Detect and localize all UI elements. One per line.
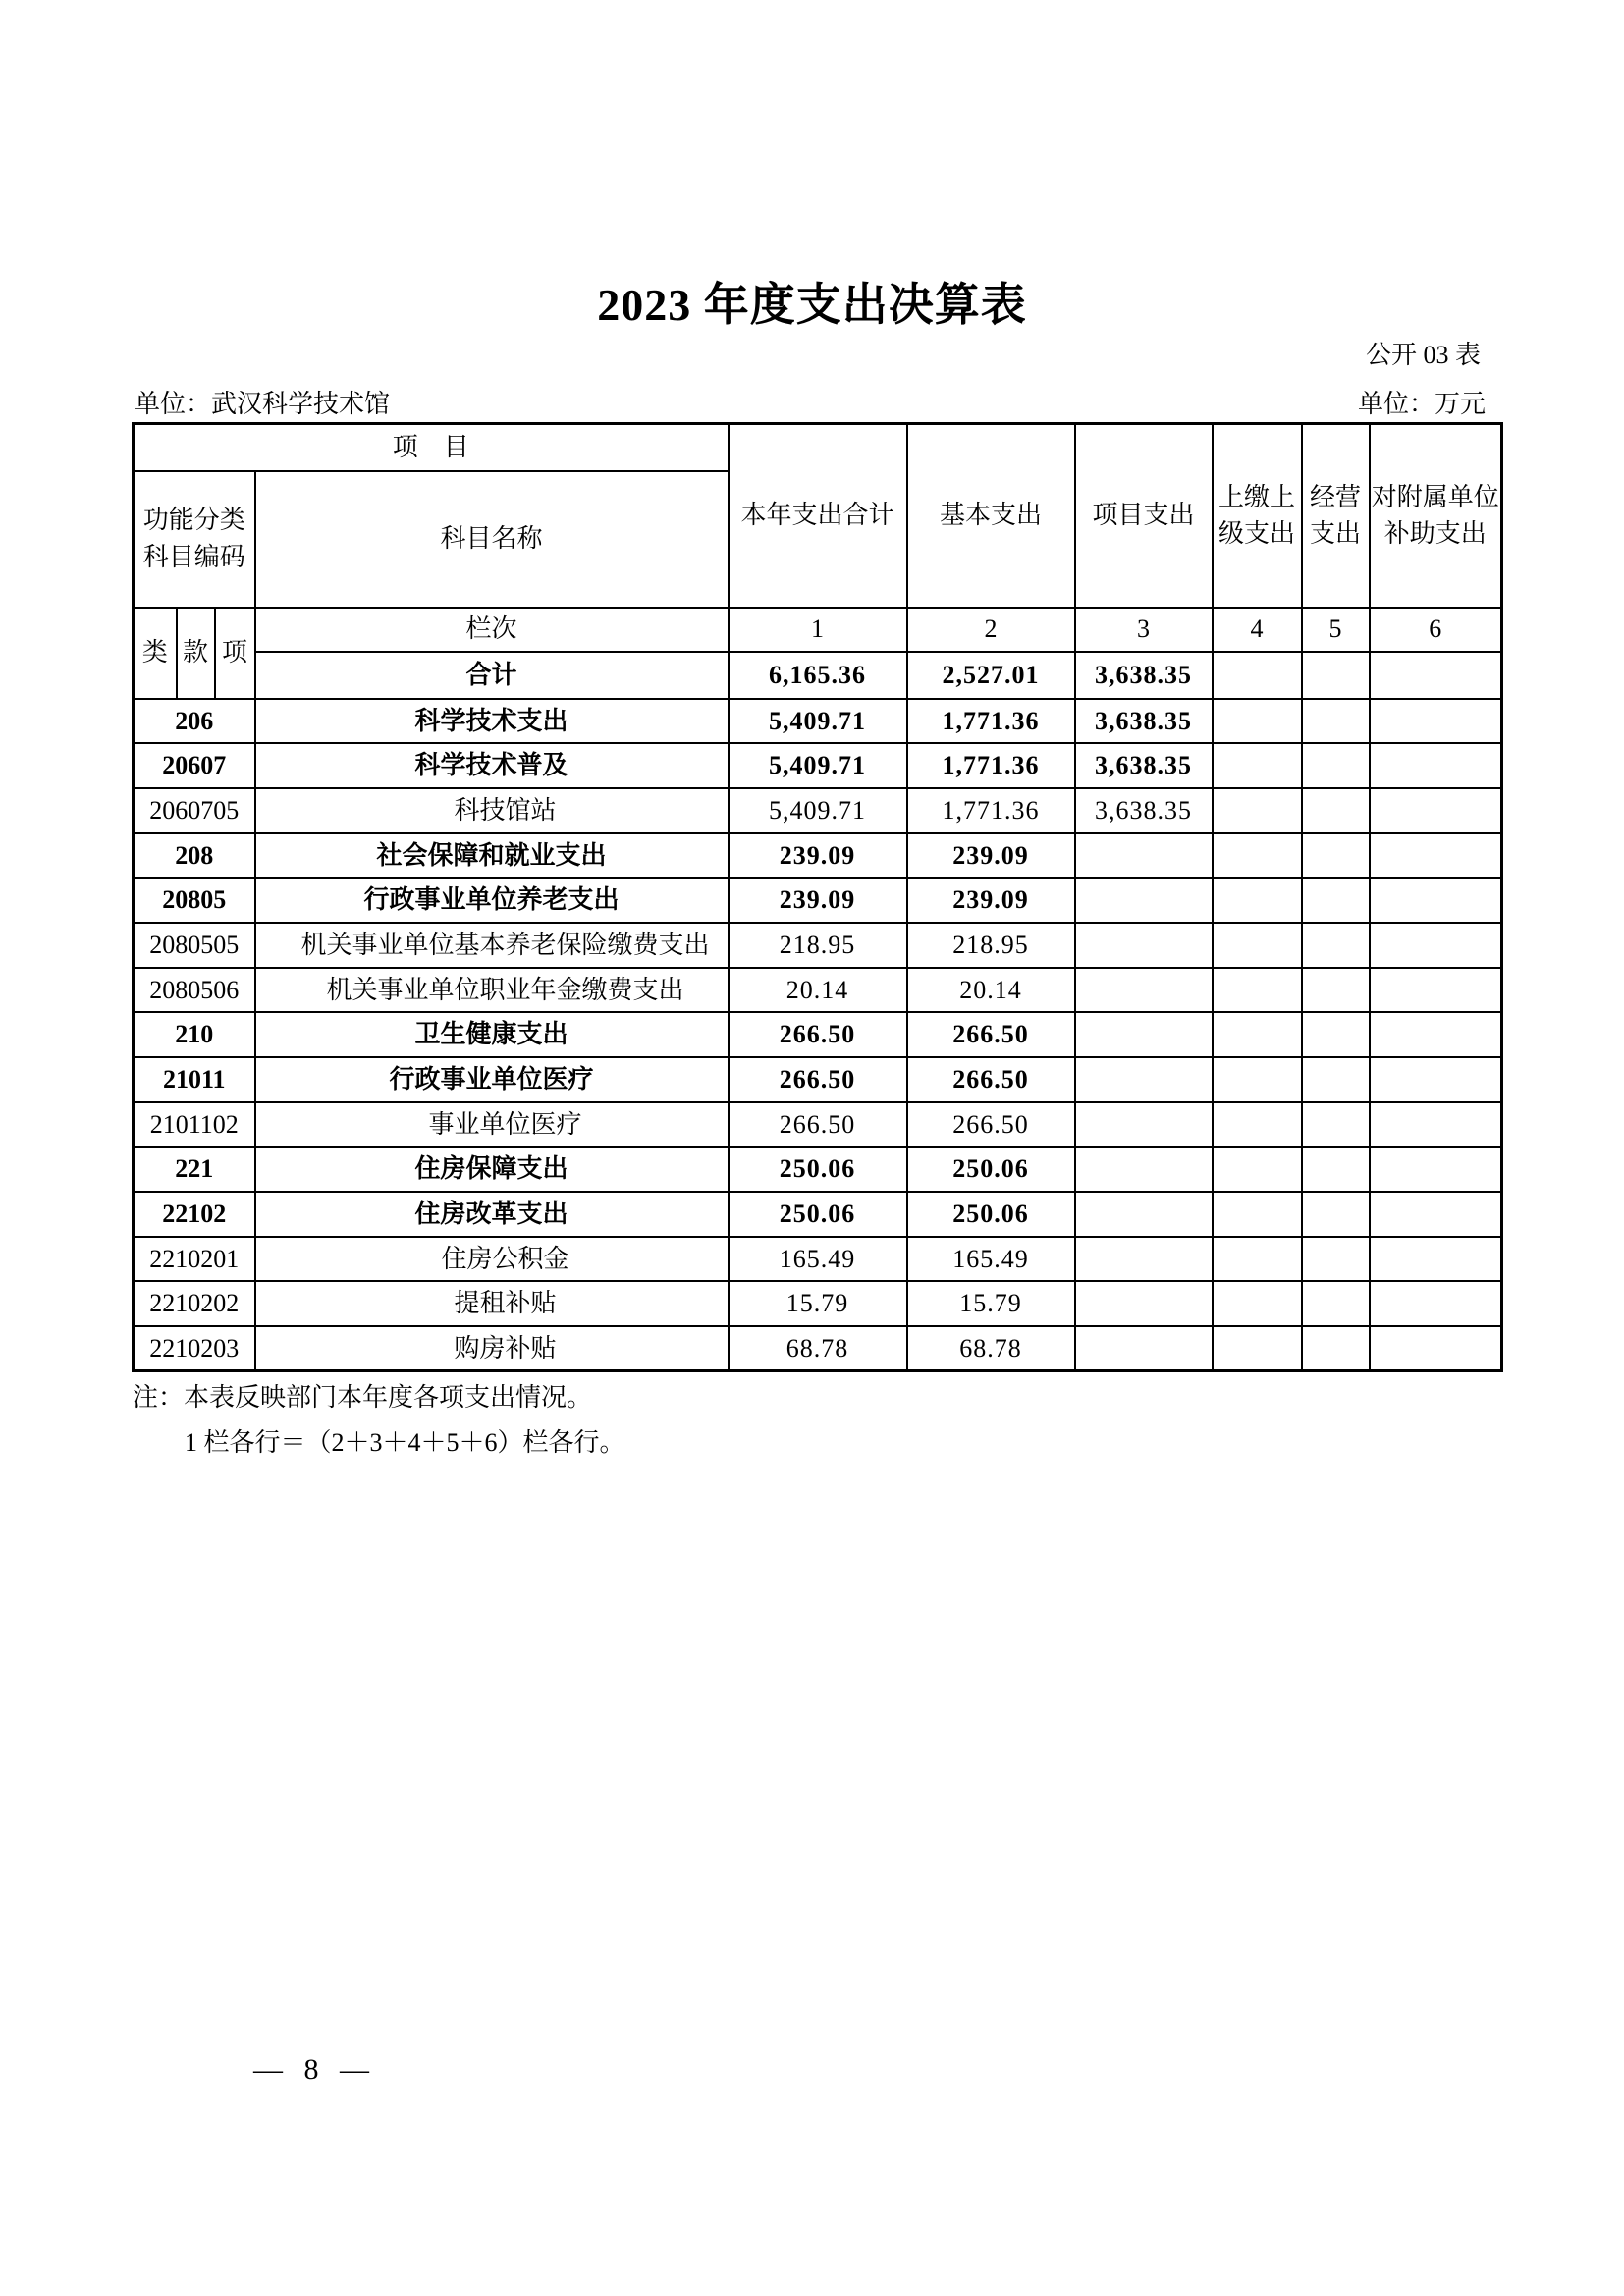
row-value: 1,771.36: [907, 699, 1075, 744]
row-value: 250.06: [729, 1147, 907, 1192]
row-value: [1370, 1012, 1502, 1057]
total-row-label: 合计: [255, 652, 729, 699]
row-value: [1075, 1147, 1213, 1192]
row-value: [1213, 923, 1302, 968]
page-number: — 8 —: [253, 2054, 369, 2086]
row-value: [1075, 1102, 1213, 1148]
table-row: [134, 743, 1502, 788]
row-value: [1075, 1057, 1213, 1102]
row-code: 21011: [134, 1057, 255, 1102]
row-value: 218.95: [729, 923, 907, 968]
row-value: [1302, 833, 1370, 879]
header-col-number: 1: [729, 608, 907, 652]
row-value: 3,638.35: [1075, 788, 1213, 833]
table-row: [134, 1147, 1502, 1192]
row-value: [1213, 1281, 1302, 1326]
row-value: [1213, 1326, 1302, 1371]
row-value: [1302, 699, 1370, 744]
row-value: [1075, 923, 1213, 968]
row-value: [1302, 743, 1370, 788]
row-value: [1370, 833, 1502, 879]
row-name: 卫生健康支出: [255, 1012, 729, 1057]
row-value: 20.14: [907, 968, 1075, 1013]
row-value: [1213, 1147, 1302, 1192]
row-value: 20.14: [729, 968, 907, 1013]
row-value: [1302, 1147, 1370, 1192]
row-value: 3,638.35: [1075, 699, 1213, 744]
row-value: [1302, 1057, 1370, 1102]
row-value: [1302, 1012, 1370, 1057]
row-name: 科学技术支出: [255, 699, 729, 744]
row-value: [1213, 878, 1302, 923]
row-code: 2210201: [134, 1237, 255, 1282]
row-value: [1370, 1281, 1502, 1326]
row-code: 221: [134, 1147, 255, 1192]
row-code: 22102: [134, 1192, 255, 1237]
row-value: [1302, 878, 1370, 923]
row-value: 239.09: [907, 878, 1075, 923]
row-value: 218.95: [907, 923, 1075, 968]
total-row: [134, 652, 1502, 699]
row-value: [1075, 1237, 1213, 1282]
row-value: [1213, 743, 1302, 788]
row-value: [1075, 878, 1213, 923]
row-value: 15.79: [907, 1281, 1075, 1326]
row-value: [1370, 1102, 1502, 1148]
row-value: 1,771.36: [907, 788, 1075, 833]
row-value: [1075, 833, 1213, 879]
total-row-value: [1302, 652, 1370, 699]
row-value: [1370, 923, 1502, 968]
row-value: [1370, 968, 1502, 1013]
row-name: 行政事业单位医疗: [255, 1057, 729, 1102]
row-value: 3,638.35: [1075, 743, 1213, 788]
row-value: [1302, 1192, 1370, 1237]
row-value: [1075, 1281, 1213, 1326]
header-project: 项 目: [134, 424, 729, 471]
header-lei: 类: [134, 608, 177, 699]
expenditure-table: [132, 422, 1503, 1372]
table-row: [134, 1192, 1502, 1237]
row-value: [1213, 833, 1302, 879]
row-code: 2060705: [134, 788, 255, 833]
row-code: 2210202: [134, 1281, 255, 1326]
row-value: 15.79: [729, 1281, 907, 1326]
row-value: 239.09: [907, 833, 1075, 879]
row-name: 机关事业单位基本养老保险缴费支出: [255, 923, 729, 968]
table-row: [134, 1102, 1502, 1148]
header-col-number: 6: [1370, 608, 1502, 652]
header-code-label: 功能分类科目编码: [134, 471, 255, 608]
row-value: [1213, 968, 1302, 1013]
page-title: 2023 年度支出决算表: [597, 280, 1027, 330]
row-value: 266.50: [729, 1102, 907, 1148]
row-value: [1075, 1326, 1213, 1371]
header-xiang: 项: [215, 608, 255, 699]
row-value: 165.49: [907, 1237, 1075, 1282]
row-value: 1,771.36: [907, 743, 1075, 788]
row-value: 266.50: [907, 1012, 1075, 1057]
table-row: [134, 1057, 1502, 1102]
row-value: 250.06: [729, 1192, 907, 1237]
total-row-value: [1213, 652, 1302, 699]
row-value: [1213, 699, 1302, 744]
row-value: [1370, 788, 1502, 833]
row-value: [1302, 1102, 1370, 1148]
row-name: 科技馆站: [255, 788, 729, 833]
unit-name: 单位：武汉科学技术馆: [135, 390, 391, 418]
row-code: 2101102: [134, 1102, 255, 1148]
header-col-operating: 经营支出: [1302, 424, 1370, 608]
table-row: [134, 788, 1502, 833]
row-value: [1370, 699, 1502, 744]
row-code: 2080505: [134, 923, 255, 968]
table-row: [134, 833, 1502, 879]
row-value: [1302, 1281, 1370, 1326]
table-row: [134, 1237, 1502, 1282]
header-row-lanci: [134, 608, 1502, 652]
row-name: 购房补贴: [255, 1326, 729, 1371]
row-value: [1370, 1192, 1502, 1237]
header-lanci: 栏次: [255, 608, 729, 652]
header-kuan: 款: [177, 608, 215, 699]
row-value: 250.06: [907, 1192, 1075, 1237]
row-value: 5,409.71: [729, 743, 907, 788]
row-value: 165.49: [729, 1237, 907, 1282]
header-row-project: [134, 424, 1502, 471]
row-value: [1302, 923, 1370, 968]
header-col-project-exp: 项目支出: [1075, 424, 1213, 608]
row-name: 科学技术普及: [255, 743, 729, 788]
header-col-number: 4: [1213, 608, 1302, 652]
row-value: [1213, 788, 1302, 833]
row-name: 提租补贴: [255, 1281, 729, 1326]
row-value: 68.78: [907, 1326, 1075, 1371]
header-col-number: 3: [1075, 608, 1213, 652]
row-value: [1370, 743, 1502, 788]
row-value: [1370, 1147, 1502, 1192]
row-name: 行政事业单位养老支出: [255, 878, 729, 923]
row-value: [1213, 1057, 1302, 1102]
row-value: [1075, 1012, 1213, 1057]
row-code: 20805: [134, 878, 255, 923]
row-name: 机关事业单位职业年金缴费支出: [255, 968, 729, 1013]
header-col-number: 2: [907, 608, 1075, 652]
note-line: 1 栏各行＝（2＋3＋4＋5＋6）栏各行。: [185, 1428, 625, 1457]
doc-label: 公开 03 表: [1365, 341, 1481, 369]
row-code: 2210203: [134, 1326, 255, 1371]
row-value: 5,409.71: [729, 788, 907, 833]
header-col-upper-level: 上缴上级支出: [1213, 424, 1302, 608]
row-name: 住房保障支出: [255, 1147, 729, 1192]
table-row: [134, 699, 1502, 744]
total-row-value: 2,527.01: [907, 652, 1075, 699]
row-value: [1302, 968, 1370, 1013]
row-value: 5,409.71: [729, 699, 907, 744]
row-name: 住房公积金: [255, 1237, 729, 1282]
row-code: 2080506: [134, 968, 255, 1013]
row-value: [1370, 1237, 1502, 1282]
header-col-basic: 基本支出: [907, 424, 1075, 608]
row-value: [1370, 1057, 1502, 1102]
total-row-value: [1370, 652, 1502, 699]
row-value: [1370, 878, 1502, 923]
row-value: [1213, 1237, 1302, 1282]
row-value: 250.06: [907, 1147, 1075, 1192]
header-col-number: 5: [1302, 608, 1370, 652]
row-code: 208: [134, 833, 255, 879]
row-name: 住房改革支出: [255, 1192, 729, 1237]
row-value: [1302, 788, 1370, 833]
table-row: [134, 878, 1502, 923]
total-row-value: 6,165.36: [729, 652, 907, 699]
row-code: 210: [134, 1012, 255, 1057]
row-value: 239.09: [729, 833, 907, 879]
row-name: 事业单位医疗: [255, 1102, 729, 1148]
row-value: [1302, 1237, 1370, 1282]
row-value: 68.78: [729, 1326, 907, 1371]
header-col-subsidy: 对附属单位补助支出: [1370, 424, 1502, 608]
row-value: 239.09: [729, 878, 907, 923]
row-value: 266.50: [907, 1057, 1075, 1102]
row-value: 266.50: [729, 1057, 907, 1102]
header-subject-name: 科目名称: [255, 471, 729, 608]
row-value: [1213, 1102, 1302, 1148]
row-value: [1213, 1012, 1302, 1057]
unit-currency: 单位：万元: [1357, 390, 1486, 418]
row-value: [1075, 1192, 1213, 1237]
row-code: 206: [134, 699, 255, 744]
table-row: [134, 968, 1502, 1013]
row-value: [1213, 1192, 1302, 1237]
row-value: 266.50: [729, 1012, 907, 1057]
row-value: 266.50: [907, 1102, 1075, 1148]
row-name: 社会保障和就业支出: [255, 833, 729, 879]
total-row-value: 3,638.35: [1075, 652, 1213, 699]
table-body: [134, 699, 1502, 1371]
row-value: [1302, 1326, 1370, 1371]
row-value: [1075, 968, 1213, 1013]
row-value: [1370, 1326, 1502, 1371]
table-row: [134, 1012, 1502, 1057]
row-code: 20607: [134, 743, 255, 788]
table-row: [134, 1326, 1502, 1371]
header-col-total: 本年支出合计: [729, 424, 907, 608]
table-row: [134, 1281, 1502, 1326]
note-line: 注：本表反映部门本年度各项支出情况。: [133, 1383, 593, 1412]
table-row: [134, 923, 1502, 968]
